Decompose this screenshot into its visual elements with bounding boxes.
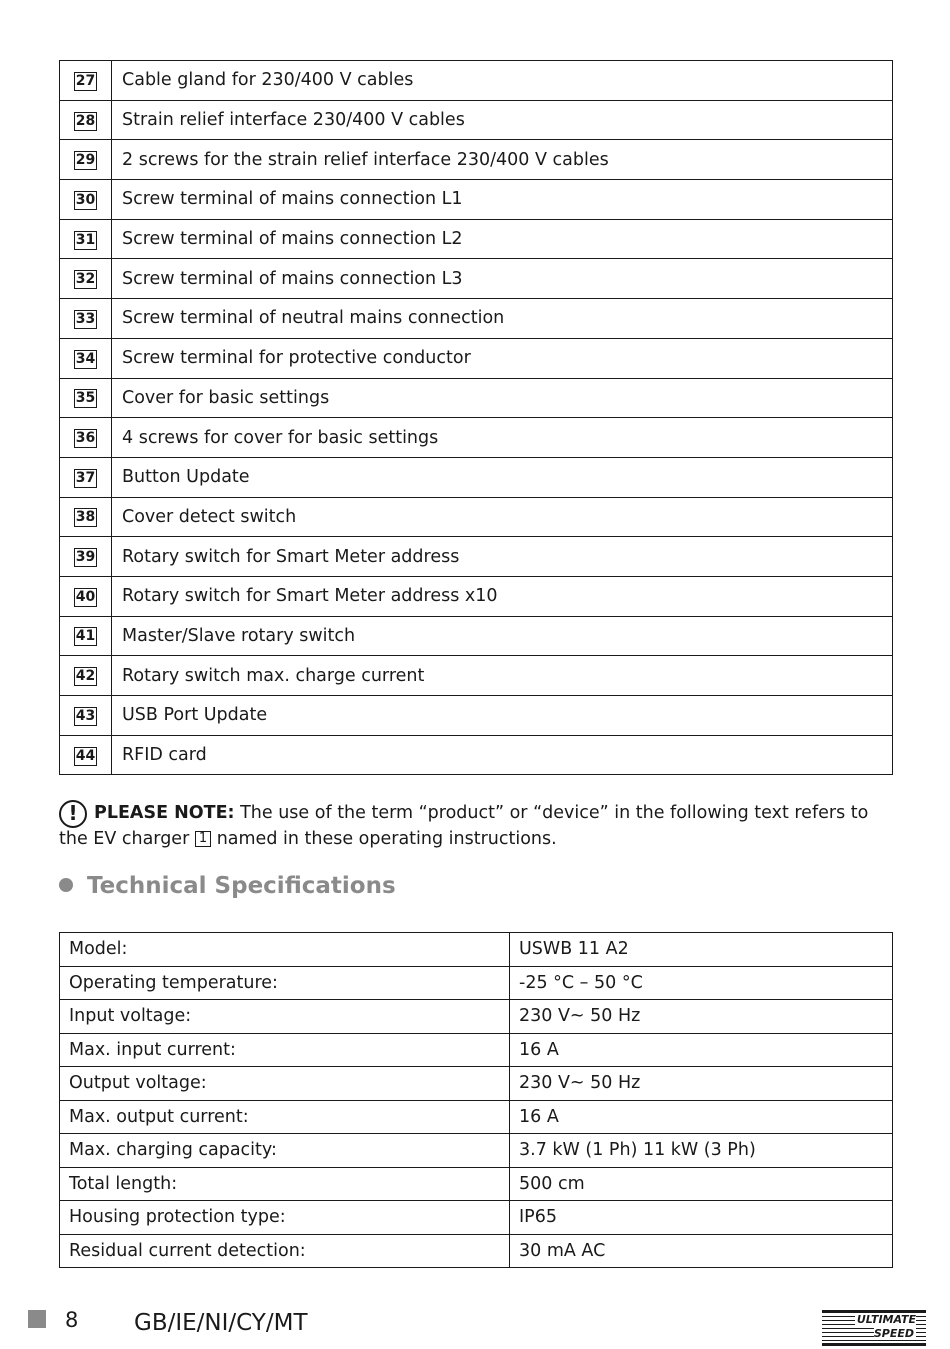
spec-label: Total length: [60, 1167, 510, 1201]
spec-label: Operating temperature: [60, 966, 510, 1000]
spec-value: 230 V~ 50 Hz [510, 1067, 893, 1101]
parts-row [60, 100, 893, 140]
spec-label: Model: [60, 933, 510, 967]
spec-value: 500 cm [510, 1167, 893, 1201]
part-number: 38 [75, 509, 96, 526]
part-number-cell [60, 735, 112, 775]
spec-label: Input voltage: [60, 1000, 510, 1034]
parts-row [60, 338, 893, 378]
part-number-cell [60, 696, 112, 736]
part-number-cell [60, 100, 112, 140]
parts-table [59, 60, 893, 775]
spec-row [60, 1067, 893, 1101]
spec-row [60, 933, 893, 967]
part-number-cell [60, 457, 112, 497]
part-number: 43 [75, 707, 96, 724]
part-number: 31 [75, 231, 96, 248]
spec-value: 16 A [510, 1100, 893, 1134]
part-description: Strain relief interface 230/400 V cables [112, 100, 893, 140]
exclamation-icon: ! [59, 800, 87, 828]
footer-square-icon [28, 1310, 46, 1328]
parts-row [60, 61, 893, 101]
spec-value: 230 V~ 50 Hz [510, 1000, 893, 1034]
part-number: 27 [75, 72, 96, 89]
spec-label: Max. input current: [60, 1033, 510, 1067]
part-number-cell [60, 418, 112, 458]
part-number-cell [60, 576, 112, 616]
part-description: Master/Slave rotary switch [112, 616, 893, 656]
part-description: Screw terminal of mains connection L2 [112, 219, 893, 259]
parts-row [60, 378, 893, 418]
parts-row [60, 616, 893, 656]
part-description: USB Port Update [112, 696, 893, 736]
spec-row [60, 1134, 893, 1168]
part-number-cell [60, 616, 112, 656]
spec-row [60, 1000, 893, 1034]
part-number: 39 [75, 549, 96, 566]
part-number: 40 [75, 588, 96, 605]
spec-label: Residual current detection: [60, 1234, 510, 1268]
spec-row [60, 1100, 893, 1134]
part-number-cell [60, 537, 112, 577]
part-number-cell [60, 140, 112, 180]
part-number-cell [60, 180, 112, 220]
spec-value: 30 mA AC [510, 1234, 893, 1268]
page-languages: GB/IE/NI/CY/MT [134, 1310, 308, 1336]
spec-row [60, 1033, 893, 1067]
parts-row [60, 735, 893, 775]
part-description: Screw terminal of mains connection L1 [112, 180, 893, 220]
part-description: Screw terminal of mains connection L3 [112, 259, 893, 299]
section-heading [59, 873, 396, 899]
spec-label: Max. output current: [60, 1100, 510, 1134]
part-number: 37 [75, 469, 96, 486]
part-number-cell [60, 299, 112, 339]
part-description: Rotary switch max. charge current [112, 656, 893, 696]
parts-row [60, 497, 893, 537]
part-number: 41 [75, 628, 96, 645]
part-number: 36 [75, 430, 96, 447]
parts-row [60, 259, 893, 299]
note-text-after: named in these operating instructions. [211, 829, 557, 849]
parts-row [60, 299, 893, 339]
spec-value: IP65 [510, 1201, 893, 1235]
part-description: Rotary switch for Smart Meter address [112, 537, 893, 577]
brand-logo-text: ULTIMATE SPEED [856, 1313, 916, 1340]
spec-row [60, 1167, 893, 1201]
part-number-cell [60, 61, 112, 101]
section-title: Technical Specifications [87, 873, 396, 899]
part-number-cell [60, 338, 112, 378]
please-note [59, 800, 889, 851]
part-description: 4 screws for cover for basic settings [112, 418, 893, 458]
part-number: 30 [75, 191, 96, 208]
parts-row [60, 219, 893, 259]
parts-row [60, 140, 893, 180]
spec-label: Housing protection type: [60, 1201, 510, 1235]
spec-row [60, 1201, 893, 1235]
page-number: 8 [65, 1308, 79, 1332]
part-description: Button Update [112, 457, 893, 497]
part-number-cell [60, 497, 112, 537]
part-number: 29 [75, 152, 96, 169]
parts-row [60, 537, 893, 577]
part-description: Cover for basic settings [112, 378, 893, 418]
note-ref-number: 1 [195, 831, 211, 847]
part-number-cell [60, 219, 112, 259]
parts-row [60, 576, 893, 616]
note-label: PLEASE NOTE: [94, 803, 235, 823]
spec-value: 16 A [510, 1033, 893, 1067]
part-number: 32 [75, 271, 96, 288]
part-description: Rotary switch for Smart Meter address x10 [112, 576, 893, 616]
spec-label: Output voltage: [60, 1067, 510, 1101]
part-number-cell [60, 656, 112, 696]
part-description: 2 screws for the strain relief interface 230/400 V cables [112, 140, 893, 180]
part-description: Screw terminal for protective conductor [112, 338, 893, 378]
parts-row [60, 457, 893, 497]
part-description: RFID card [112, 735, 893, 775]
part-number: 33 [75, 310, 96, 327]
parts-row [60, 656, 893, 696]
spec-row [60, 1234, 893, 1268]
part-number: 42 [75, 668, 96, 685]
parts-row [60, 696, 893, 736]
spec-label: Max. charging capacity: [60, 1134, 510, 1168]
spec-value: USWB 11 A2 [510, 933, 893, 967]
spec-value: 3.7 kW (1 Ph) 11 kW (3 Ph) [510, 1134, 893, 1168]
part-description: Cable gland for 230/400 V cables [112, 61, 893, 101]
part-description: Screw terminal of neutral mains connection [112, 299, 893, 339]
bullet-icon [59, 878, 73, 892]
brand-logo [822, 1310, 926, 1346]
part-number: 28 [75, 112, 96, 129]
parts-row [60, 418, 893, 458]
part-number-cell [60, 259, 112, 299]
spec-value: -25 °C – 50 °C [510, 966, 893, 1000]
part-number: 44 [75, 747, 96, 764]
specs-table [59, 932, 893, 1268]
part-number: 34 [75, 350, 96, 367]
spec-row [60, 966, 893, 1000]
parts-row [60, 180, 893, 220]
note-text-before: The use of the term “product” or “device” in the following text refers to the EV charger [59, 803, 869, 849]
part-number-cell [60, 378, 112, 418]
part-description: Cover detect switch [112, 497, 893, 537]
part-number: 35 [75, 390, 96, 407]
